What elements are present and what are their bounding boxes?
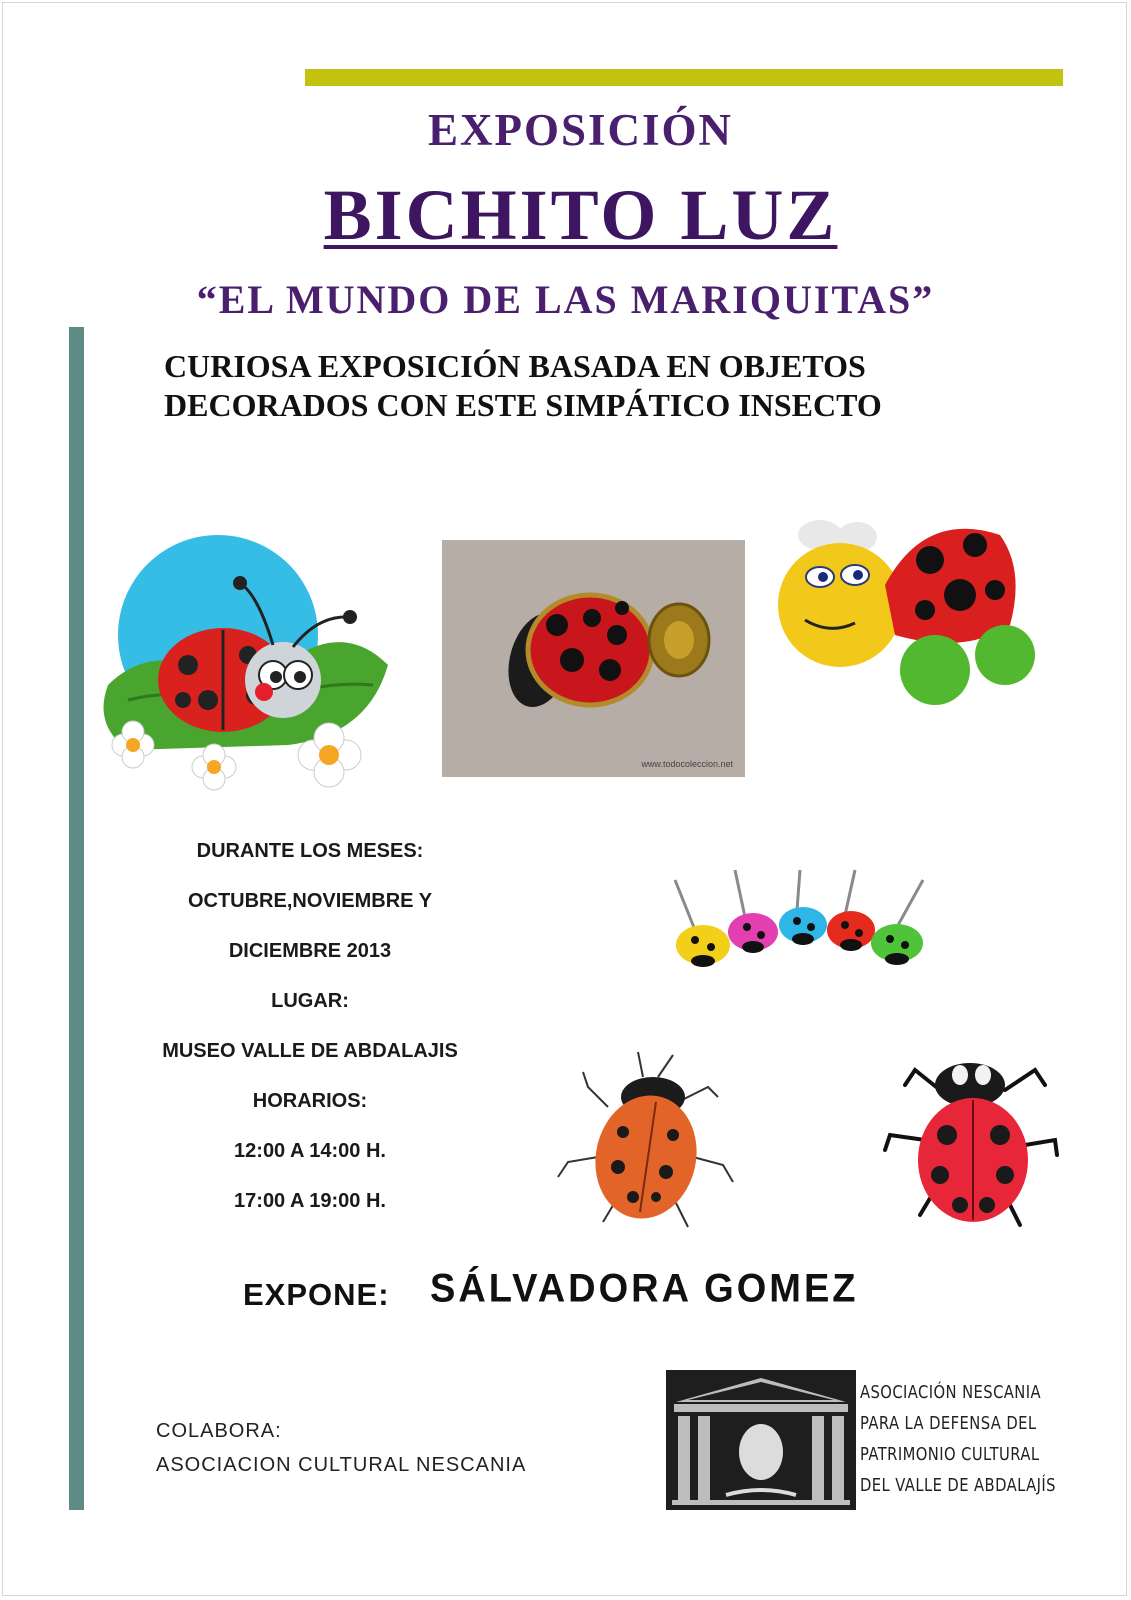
- detail-line: OCTUBRE,NOVIEMBRE Y: [187, 890, 433, 912]
- event-details: [110, 826, 510, 1226]
- logo-text: [860, 1377, 1056, 1501]
- description: [164, 347, 964, 425]
- colabora-block: [156, 1414, 526, 1482]
- temple-logo-icon: [666, 1370, 856, 1510]
- top-accent-bar: [305, 69, 1063, 86]
- side-accent-bar: [69, 327, 84, 1510]
- logo-line: PATRIMONIO CULTURAL: [860, 1444, 1040, 1465]
- artist-name: SÁLVADORA GOMEZ: [430, 1266, 859, 1312]
- photo-credit: www.todocoleccion.net: [641, 759, 733, 769]
- title-bichito-luz: BICHITO LUZ: [323, 175, 838, 255]
- logo-line: PARA LA DEFENSA DEL: [860, 1413, 1037, 1434]
- colabora-label: COLABORA:: [156, 1420, 282, 1442]
- detail-line: LUGAR:: [271, 990, 349, 1012]
- detail-line: DURANTE LOS MESES:: [196, 840, 424, 862]
- illustrated-ladybug-image: [548, 1047, 746, 1242]
- description-line: CURIOSA EXPOSICIÓN BASADA EN OBJETOS: [164, 348, 866, 384]
- detail-line: MUSEO VALLE DE ABDALAJIS: [162, 1040, 458, 1062]
- subtitle-mundo-mariquitas: “EL MUNDO DE LAS MARIQUITAS”: [196, 277, 935, 322]
- ladybug-brooch-photo: [442, 540, 745, 777]
- description-line: DECORADOS CON ESTE SIMPÁTICO INSECTO: [164, 387, 882, 423]
- logo-line: ASOCIACIÓN NESCANIA: [860, 1382, 1042, 1403]
- colabora-name: ASOCIACION CULTURAL NESCANIA: [156, 1454, 527, 1476]
- toy-ladybug-image: [775, 515, 1050, 735]
- title-exposicion: EXPOSICIÓN: [427, 105, 734, 155]
- detail-line: 17:00 A 19:00 H.: [234, 1190, 386, 1212]
- detail-line: DICIEMBRE 2013: [228, 940, 392, 962]
- detail-line: HORARIOS:: [252, 1090, 368, 1112]
- logo-line: DEL VALLE DE ABDALAJÍS: [860, 1475, 1056, 1496]
- detail-line: 12:00 A 14:00 H.: [234, 1140, 386, 1162]
- cartoon-ladybug-image: [88, 535, 408, 805]
- ladybug-pins-image: [665, 865, 955, 980]
- red-ladybug-image: [875, 1040, 1065, 1240]
- expone-label: EXPONE:: [243, 1277, 390, 1312]
